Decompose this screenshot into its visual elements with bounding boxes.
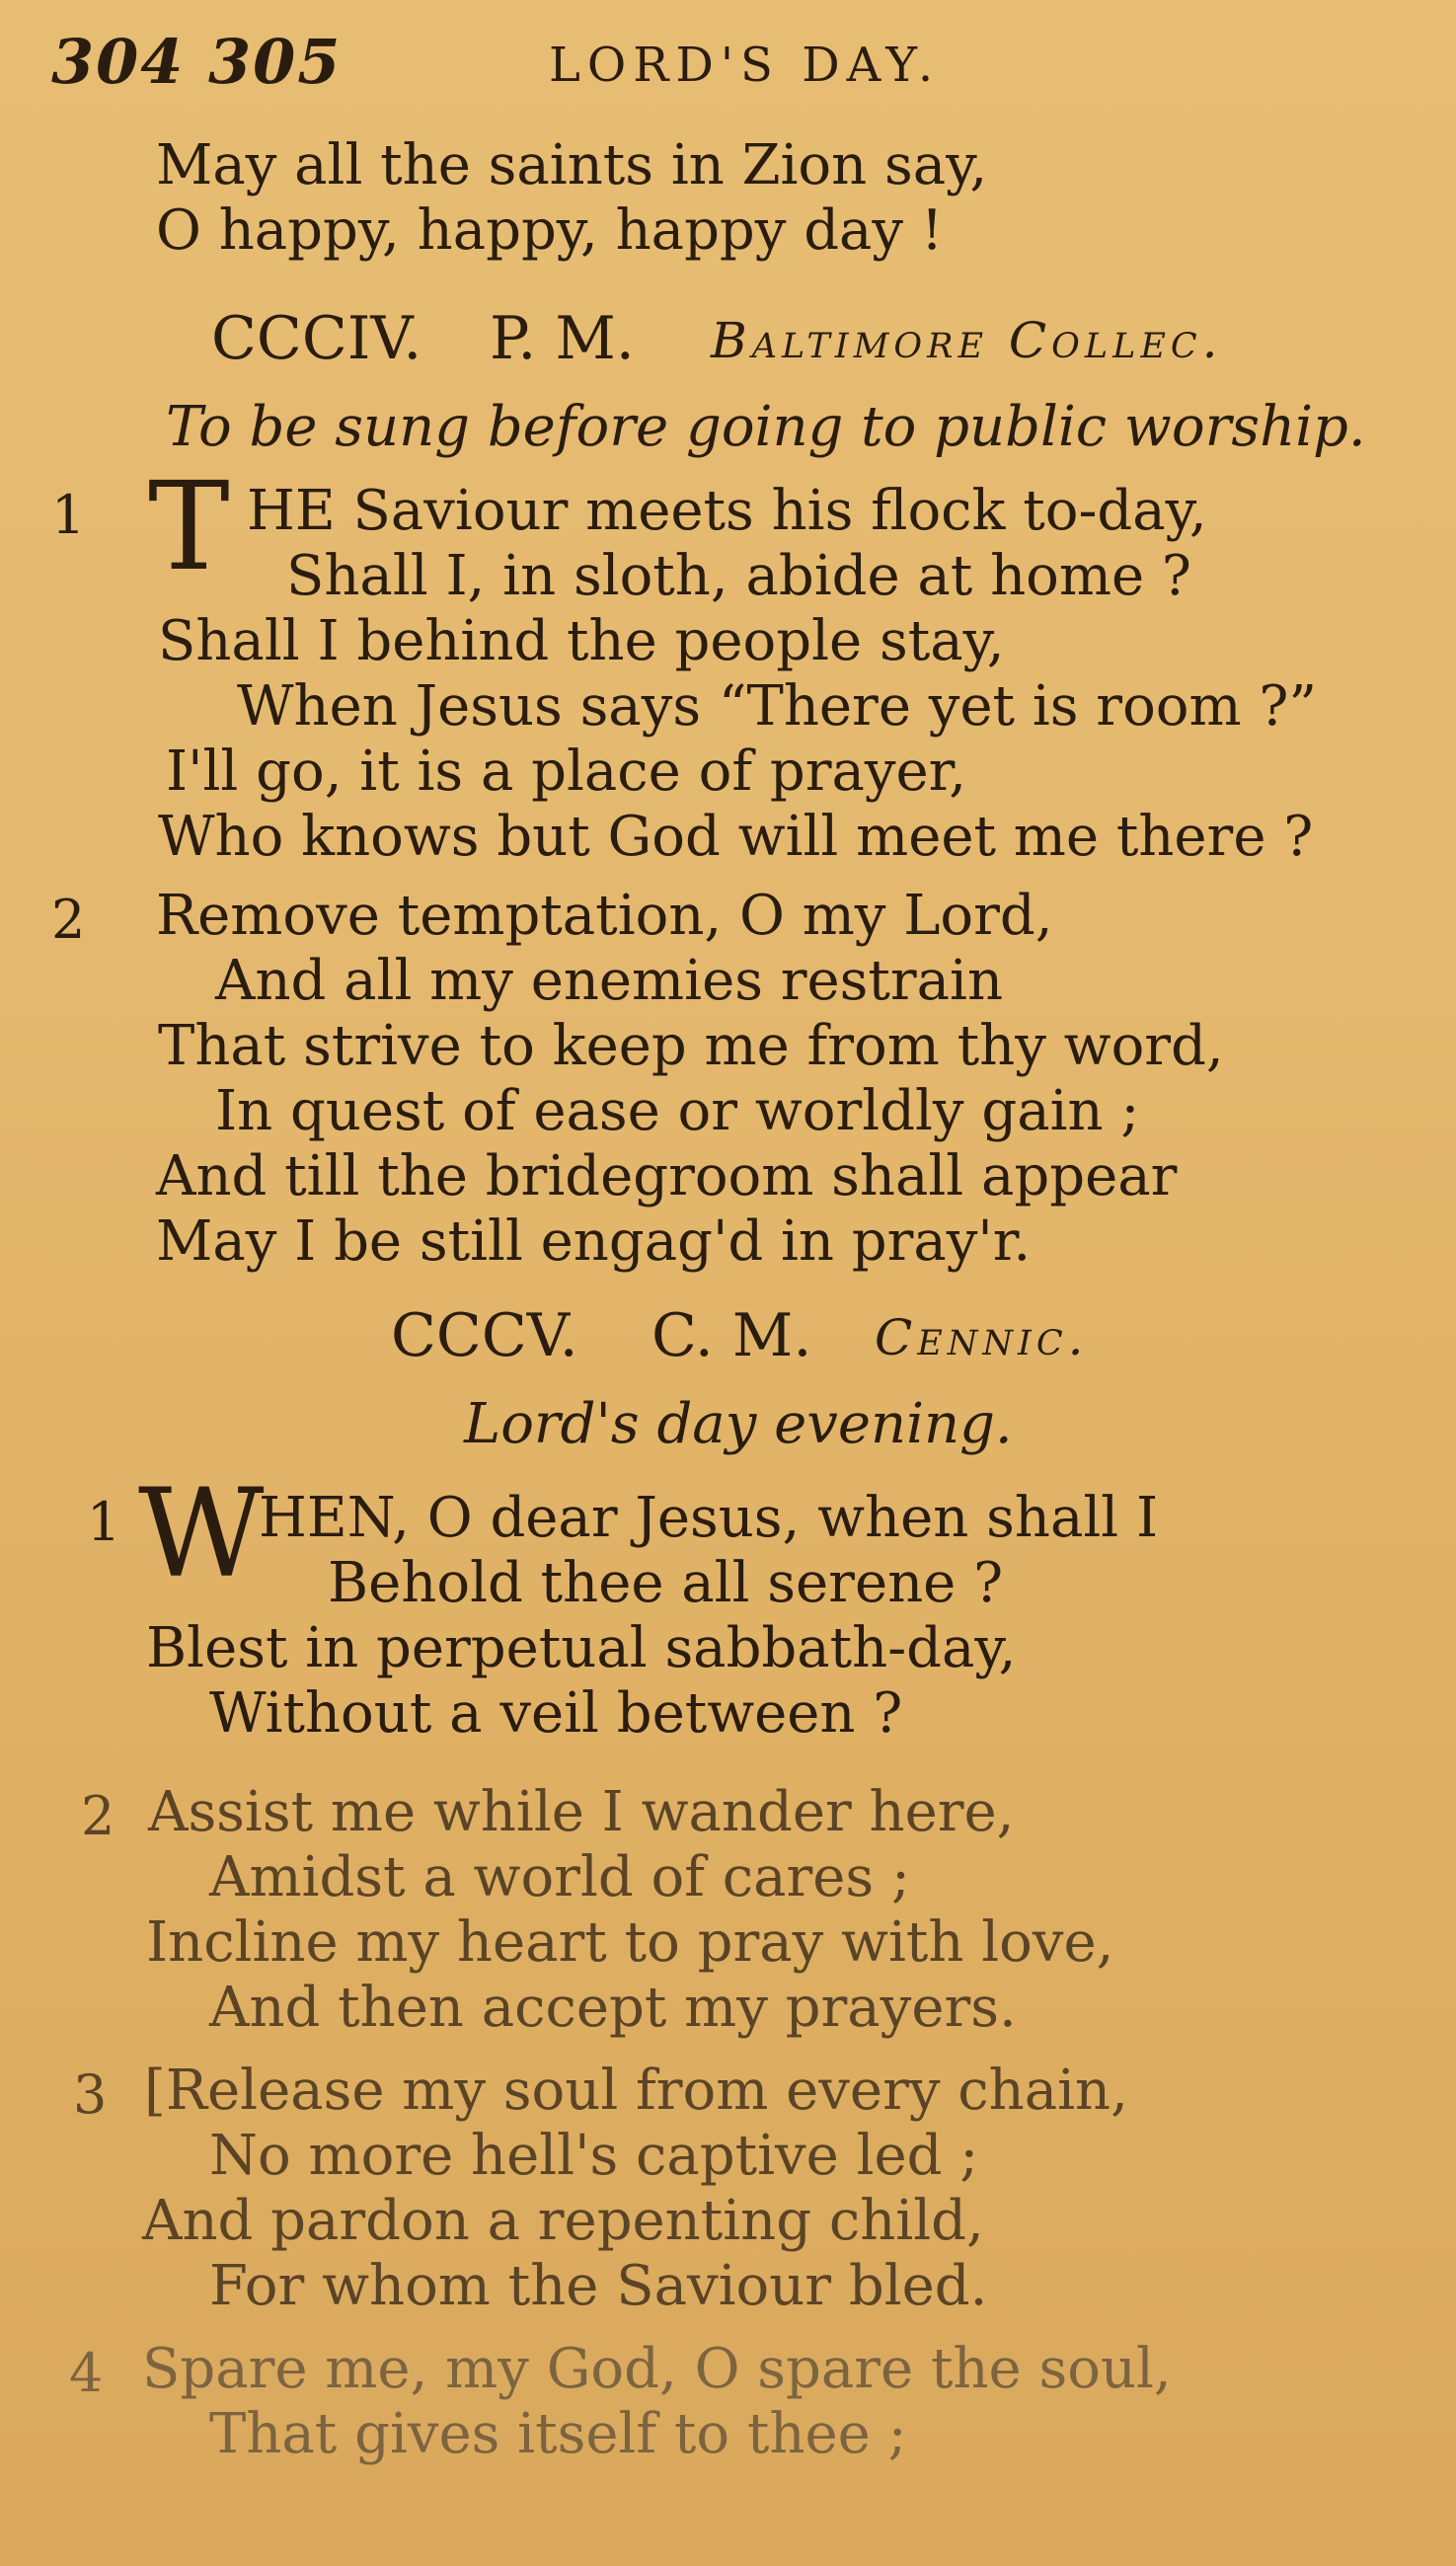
text-line: That strive to keep me from thy word, [158, 1014, 1224, 1078]
drop-cap: T [148, 456, 230, 598]
text-line: And pardon a repenting child, [142, 2189, 984, 2253]
hymn-subtitle: To be sung before going to public worship. [166, 395, 1366, 459]
text-line: Spare me, my God, O spare the soul, [142, 2337, 1172, 2401]
verse-number: 3 [73, 2063, 108, 2126]
text-line: That gives itself to thee ; [209, 2402, 907, 2466]
verse-number: 2 [51, 889, 86, 951]
text-line: May all the saints in Zion say, [156, 133, 988, 197]
hymn-tune: Cennic. [875, 1309, 1089, 1366]
hymn-tune: Baltimore Collec. [711, 312, 1223, 369]
text-line: For whom the Saviour bled. [209, 2254, 988, 2318]
hymn-subtitle: Lord's day evening. [464, 1392, 1013, 1456]
text-line: Remove temptation, O my Lord, [156, 884, 1053, 948]
text-line: I'll go, it is a place of prayer, [166, 739, 967, 804]
text-line: When Jesus says “There yet is room ?” [237, 674, 1318, 739]
hymn-meter: C. M. [651, 1301, 812, 1370]
hymn-number: CCCIV. [211, 304, 422, 373]
hymn-number: CCCV. [391, 1301, 578, 1370]
text-line: Shall I behind the people stay, [158, 609, 1005, 673]
verse-number: 1 [51, 484, 86, 546]
running-title: LORD'S DAY. [549, 38, 941, 93]
text-line: May I be still engag'd in pray'r. [156, 1209, 1032, 1274]
text-line: Without a veil between ? [209, 1681, 903, 1746]
text-line: Behold thee all serene ? [328, 1551, 1004, 1615]
text-line: Amidst a world of cares ; [209, 1845, 910, 1909]
page-numbers: 304 305 [51, 26, 343, 98]
verse-number: 1 [87, 1491, 121, 1553]
hymn-meter: P. M. [490, 304, 635, 373]
text-line: And then accept my prayers. [209, 1976, 1017, 2040]
text-line: And till the bridegroom shall appear [156, 1144, 1178, 1208]
text-line: No more hell's captive led ; [209, 2124, 979, 2188]
text-line: Assist me while I wander here, [148, 1780, 1015, 1844]
verse-number: 4 [69, 2342, 104, 2404]
text-line: Shall I, in sloth, abide at home ? [286, 544, 1191, 608]
text-line: And all my enemies restrain [215, 949, 1004, 1013]
verse-number: 2 [81, 1785, 115, 1847]
text-line: Who knows but God will meet me there ? [158, 805, 1314, 869]
drop-cap: W [138, 1463, 265, 1605]
text-line: Blest in perpetual sabbath-day, [146, 1616, 1017, 1680]
text-line: HEN, O dear Jesus, when shall I [259, 1486, 1159, 1550]
text-line: HE Saviour meets his flock to-day, [247, 479, 1207, 543]
text-line: Incline my heart to pray with love, [146, 1910, 1114, 1975]
text-line: [Release my soul from every chain, [144, 2059, 1128, 2123]
text-line: O happy, happy, happy day ! [156, 198, 944, 263]
text-line: In quest of ease or worldly gain ; [215, 1079, 1140, 1143]
